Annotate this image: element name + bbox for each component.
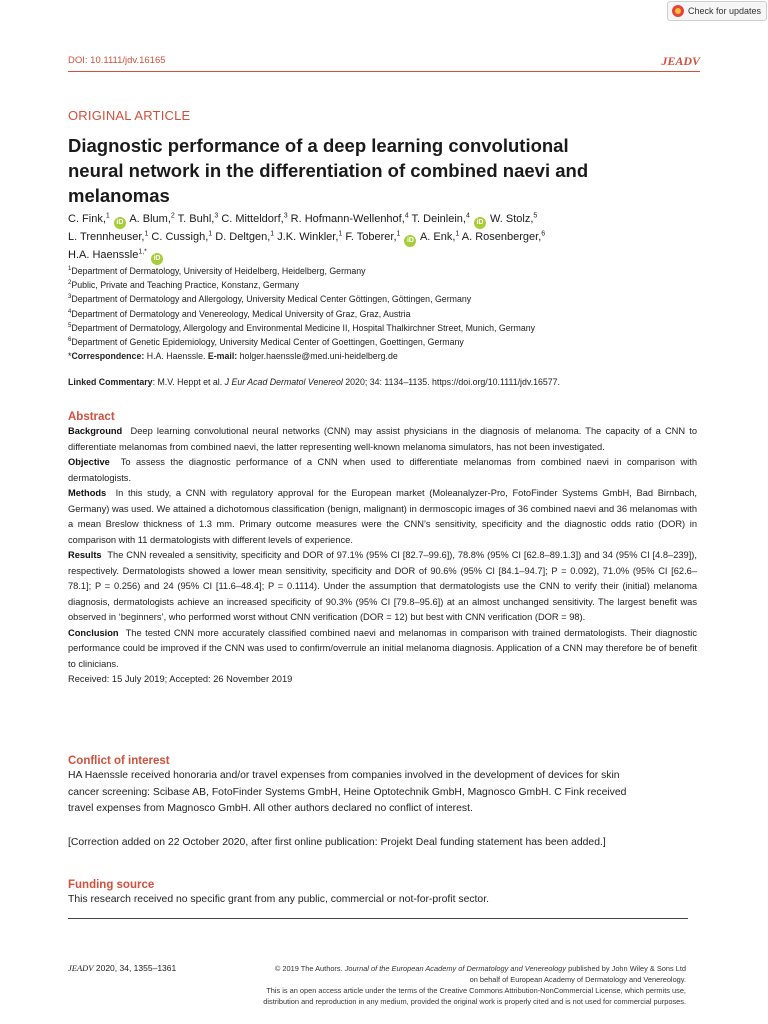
author: T. Deinlein,	[411, 213, 466, 225]
author-affiliation-marker: 3	[283, 212, 288, 220]
author-affiliation-marker: 4	[404, 212, 409, 220]
author: J.K. Winkler,	[277, 231, 339, 243]
doi-link[interactable]: DOI: 10.1111/jdv.16165	[68, 55, 166, 66]
conflict-of-interest-section	[68, 755, 628, 818]
abstract-conclusion: Conclusion The tested CNN more accurately classified combined naevi and melanomas in comparison with trained dermatologists. Their diagnostic performance could be improved if the CNN was used to confirm/overrule an initial melanoma diagnosis. Application of a CNN may therefore be of benefit to clinicians.	[68, 627, 697, 669]
author-affiliation-marker: 3	[214, 212, 219, 220]
funding-section	[68, 879, 628, 909]
abstract-results: Results The CNN revealed a sensitivity, specificity and DOR of 97.1% (95% CI [82.7–99.6]), 78.8% (95% CI [62.8–89.1.3]) and 34 (95% CI [4.8–239]), respectively. Dermatologists showed a lower mean sensitivity, specificity and DOR of 90.6% (95% CI [84.1–94.7]; P = 0.092), 71.0% (95% CI [62.6–78.1]; P = 0.256) and 24 (95% CI [11.6–48.4]; P = 0.1114). Under the assumption that dermatologists use the CNN to verify their (initial) melanoma diagnosis, dermatologists achieve an increased specificity of 90.3% (95% CI [79.8–95.6]) at an almost unchanged sensitivity. The largest benefit was observed in ‘beginners’, who performed worst without CNN verification (DOR = 12) but best with CNN verification (DOR = 98).	[68, 550, 697, 622]
conflict-heading: Conflict of interest	[68, 755, 170, 767]
author-affiliation-marker: 1	[396, 230, 401, 238]
author: A. Blum,	[129, 213, 171, 225]
orcid-icon[interactable]: iD	[114, 217, 126, 229]
footer-divider	[68, 918, 688, 919]
author: F. Toberer,	[345, 231, 397, 243]
abstract-section	[68, 411, 697, 688]
abstract-heading: Abstract	[68, 411, 115, 423]
author: L. Trennheuser,	[68, 231, 145, 243]
author: A. Rosenberger,	[461, 231, 542, 243]
article-type: ORIGINAL ARTICLE	[68, 108, 191, 123]
conflict-text: HA Haenssle received honoraria and/or travel expenses from companies involved in the development of devices for skin cancer screening: Scibase AB, FotoFinder Systems GmbH, Heine Optotechnik GmbH, Magnosco GmbH. C Fink received travel expenses from Magnosco GmbH. All other authors declared no conflict of interest.	[68, 770, 627, 814]
author-affiliation-marker: 1	[338, 230, 343, 238]
orcid-icon[interactable]: iD	[151, 253, 163, 265]
correction-note: [Correction added on 22 October 2020, after first online publication: Projekt Deal funding statement has been added.]	[68, 837, 606, 848]
header-divider	[68, 71, 700, 72]
abstract-methods: Methods In this study, a CNN with regulatory approval for the European market (Moleanalyzer-Pro, FotoFinder Systems GmbH, Bad Birnbach, Germany) was used. We attained a dichotomous classification (benign, malignant) in dermoscopic images of 36 combined naevi and 36 melanomas with a mean Breslow thickness of 1.3 mm. Primary outcome measures were the CNN’s sensitivity, specificity and the diagnostic odds ratio (DOR) in comparison with 11 dermatologists with different levels of experience.	[68, 488, 697, 545]
orcid-icon[interactable]: iD	[474, 217, 486, 229]
orcid-icon[interactable]: iD	[404, 235, 416, 247]
author-affiliation-marker: 1	[208, 230, 213, 238]
author-affiliation-marker: 2	[170, 212, 175, 220]
footer-citation: JEADV 2020, 34, 1355–1361	[68, 963, 177, 973]
author: C. Cussigh,	[151, 231, 209, 243]
linked-commentary: Linked Commentary: M.V. Heppt et al. J Eur Acad Dermatol Venereol 2020; 34: 1134–1135. https://doi.org/10.1111/jdv.16577.	[68, 377, 560, 387]
author-affiliation-marker: 1	[105, 212, 110, 220]
commentary-link[interactable]: 2020; 34: 1134–1135. https://doi.org/10.1111/jdv.16577.	[345, 377, 560, 387]
author-affiliation-marker: 1	[144, 230, 149, 238]
journal-name: JEADV	[661, 54, 700, 68]
affiliation: $^3$Department of Dermatology and Allergology, University Medical Center Göttingen, Göttingen, Germany	[68, 294, 472, 305]
author: R. Hofmann-Wellenhof,	[290, 213, 405, 225]
author: C. Fink,	[68, 213, 106, 225]
author-affiliation-marker: 1	[270, 230, 275, 238]
author-affiliation-marker: 1	[455, 230, 460, 238]
abstract-background: Background Deep learning convolutional neural networks (CNN) may assist physicians in the diagnosis of melanoma. The capacity of a CNN to differentiate melanomas from combined naevi, the latter representing well-known melanoma simulators, has not been investigated.	[68, 426, 697, 452]
author: W. Stolz,	[490, 213, 534, 225]
footer-copyright: © 2019 The Authors. Journal of the European Academy of Dermatology and Venereology published by John Wiley & Sons Ltd on behalf of European Academy of Dermatology and Venereology. This is an open access article under the terms of the Creative Commons Attribution-NonCommercial License, which permits use, distribution and reproduction in any medium, provided the original work is properly cited and is not used for commercial purposes.	[263, 964, 686, 1006]
author: D. Deltgen,	[215, 231, 271, 243]
crossmark-icon	[672, 5, 684, 17]
funding-heading: Funding source	[68, 879, 155, 891]
check-for-updates-button[interactable]	[667, 1, 767, 21]
affiliation: $^4$Department of Dermatology and Venereology, Medical University of Graz, Graz, Austria	[68, 308, 411, 319]
author-list	[68, 211, 628, 265]
article-title: Diagnostic performance of a deep learning convolutional neural network in the differentiation of combined naevi and melanomas	[68, 135, 589, 206]
received-dates: Received: 15 July 2019; Accepted: 26 November 2019	[68, 674, 293, 684]
author-affiliation-marker: 1,*	[138, 248, 147, 256]
correspondence: *Correspondence: H.A. Haenssle. E-mail: holger.haenssle@med.uni-heidelberg.de	[68, 351, 398, 362]
check-for-updates-label: Check for updates	[688, 6, 762, 16]
affiliation: $^5$Department of Dermatology, Allergology and Environmental Medicine II, Hospital Thalkirchner Street, Munich, Germany	[68, 322, 536, 333]
abstract-body	[68, 424, 697, 688]
author: A. Enk,	[419, 231, 456, 243]
author-affiliation-marker: 4	[465, 212, 470, 220]
author: C. Mitteldorf,	[221, 213, 284, 225]
author: T. Buhl,	[177, 213, 215, 225]
affiliation-list	[68, 264, 688, 363]
abstract-objective: Objective To assess the diagnostic performance of a CNN when used to differentiate melanomas from combined naevi in comparison with dermatologists.	[68, 457, 698, 483]
email-link[interactable]: holger.haenssle@med.uni-heidelberg.de	[239, 351, 398, 362]
affiliation: $^6$Department of Genetic Epidemiology, University Medical Center of Goettingen, Goettingen, Germany	[68, 337, 464, 348]
affiliation: $^1$Department of Dermatology, University of Heidelberg, Heidelberg, Germany	[68, 266, 366, 276]
author: H.A. Haenssle	[68, 249, 139, 261]
affiliation: $^2$Public, Private and Teaching Practice, Konstanz, Germany	[68, 280, 300, 291]
author-affiliation-marker: 5	[533, 212, 538, 220]
funding-text: This research received no specific grant from any public, commercial or not-for-profit sector.	[68, 894, 489, 905]
author-affiliation-marker: 6	[541, 230, 546, 238]
page-header	[68, 55, 700, 71]
